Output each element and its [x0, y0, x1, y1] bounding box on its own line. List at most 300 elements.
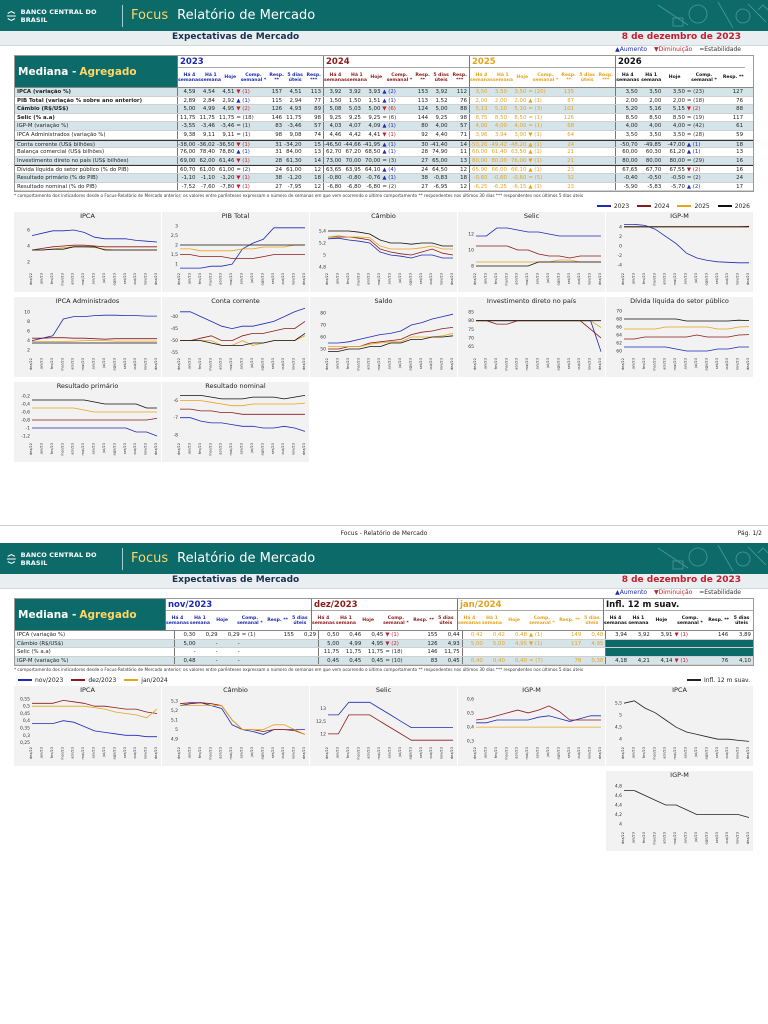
- legend-item: [18, 677, 63, 684]
- charts-legend: [0, 200, 768, 212]
- table-cell: 80,00: [622, 157, 638, 164]
- y-tick-label: 2: [27, 260, 30, 266]
- column-header: Resp. **: [708, 618, 730, 623]
- mini-chart: [458, 212, 605, 292]
- table-cell: ▼ (1): [385, 632, 399, 638]
- chart-title: Câmbio: [223, 686, 248, 695]
- x-tick-label: abr/23: [70, 358, 75, 370]
- table-cell: 9,11: [222, 131, 235, 138]
- column-header: Há 4 semanas: [616, 72, 640, 83]
- header-divider-2: [122, 548, 123, 570]
- table-cell: 61,40: [491, 149, 507, 156]
- x-tick-label: jun/23: [239, 443, 244, 455]
- table-cell: [576, 114, 595, 122]
- table-header-2: [15, 599, 753, 631]
- row-label: Dívida líquida do setor público (% do PIB): [17, 167, 129, 173]
- chart-title: Selic: [523, 212, 540, 221]
- table-cell: 63,95: [345, 167, 361, 173]
- row-label: Conta corrente (US$ bilhões): [17, 141, 95, 148]
- legend-infl: [687, 677, 750, 684]
- table-cell: 14: [314, 157, 322, 164]
- x-tick-label: jul/23: [693, 747, 698, 758]
- year-cells: [615, 114, 745, 122]
- year-cells: [615, 174, 745, 182]
- table-cell: -49,42: [489, 141, 507, 148]
- table-cell: 2,89: [183, 97, 196, 104]
- table-cell: 3,93: [368, 89, 381, 95]
- table-cell: ▲ (1): [382, 141, 396, 148]
- table-cell: ▼ (1): [236, 174, 250, 181]
- table-cell: -49,85: [643, 141, 662, 148]
- table-cell: ▼ (1): [236, 183, 250, 190]
- table-cell: -0,60: [473, 174, 488, 181]
- x-tick-label: dez/22: [177, 358, 181, 371]
- table-cell: 61,20: [669, 149, 685, 156]
- table-cell: ▼ (1): [236, 89, 250, 95]
- month-cells: [605, 640, 753, 648]
- y-tick-label: -50: [170, 339, 178, 345]
- table-cell: 78,40: [199, 149, 215, 156]
- y-tick-label: 8: [471, 264, 474, 270]
- year-cells: [615, 122, 745, 130]
- table-cell: 3,50: [649, 89, 662, 95]
- table-cell: 60,30: [645, 149, 662, 156]
- table-cell: 4,95: [222, 106, 235, 113]
- y-tick-label: 0,3: [22, 734, 30, 740]
- bcb-logo: [6, 8, 114, 24]
- x-tick-label: mai/23: [81, 273, 86, 286]
- column-header: 5 dias úteis: [433, 72, 449, 83]
- table-cell: 84,00: [286, 149, 302, 156]
- table-row: [15, 131, 753, 140]
- y-tick-label: 5: [175, 728, 178, 734]
- table-cell: 18: [314, 174, 322, 181]
- mini-chart: [14, 382, 161, 462]
- x-tick-label: mai/23: [229, 443, 234, 456]
- y-tick-label: -1: [25, 426, 30, 432]
- y-tick-label: 2: [27, 348, 30, 354]
- table-cell: [596, 97, 615, 105]
- table-cell: ▲ (1): [382, 97, 396, 104]
- table-cell: [242, 657, 274, 665]
- x-tick-label: nov/23: [735, 747, 740, 760]
- month-label: nov/2023: [166, 599, 311, 611]
- table-cell: 13: [460, 157, 468, 164]
- table-row: [15, 105, 753, 114]
- table-cell: 80,00: [491, 157, 507, 164]
- x-tick-label: nov/23: [143, 358, 148, 371]
- x-tick-label: abr/23: [514, 747, 519, 760]
- year-cells: [323, 122, 469, 130]
- year-cells: [323, 141, 469, 148]
- column-header: Comp. semanal *: [529, 615, 555, 626]
- table-cell: ▲ (4): [382, 167, 396, 173]
- y-tick-label: 0,5: [466, 711, 474, 717]
- x-tick-label: dez/23: [302, 443, 306, 456]
- series-line: [32, 419, 157, 421]
- column-header: Hoje: [370, 75, 383, 80]
- table-cell: ▼ (2): [686, 106, 701, 113]
- table-cell: 28: [275, 157, 283, 164]
- chart-title: Selic: [375, 686, 392, 695]
- month-cells: [462, 640, 606, 648]
- table-cell: 4,07: [348, 123, 361, 130]
- x-tick-label: jun/23: [387, 747, 392, 759]
- y-tick-label: -0,2: [21, 394, 30, 400]
- table-cell: 0,40: [470, 657, 483, 664]
- year-cells: [615, 157, 745, 165]
- table-cell: -36,50: [217, 141, 235, 148]
- column-header: Resp. ***: [452, 72, 467, 83]
- table-cell: -1,10: [181, 174, 196, 181]
- table-cell: -: [215, 657, 218, 664]
- table-cell: 67,55: [669, 167, 685, 173]
- column-header: Resp. **: [561, 72, 576, 83]
- table-cell: 113: [310, 89, 322, 95]
- mini-chart: [162, 686, 309, 766]
- mini-chart: [606, 297, 753, 377]
- x-tick-label: mar/23: [60, 747, 65, 761]
- table-cell: 21: [567, 149, 575, 156]
- table-cell: -47,00: [667, 141, 685, 148]
- chart-plot: [14, 390, 161, 462]
- x-tick-label: dez/22: [177, 273, 181, 286]
- column-header: Comp. semanal *: [677, 615, 703, 626]
- table-cell: 3,92: [329, 89, 342, 95]
- x-tick-label: set/23: [566, 358, 571, 370]
- table-cell: 98: [460, 114, 468, 121]
- table-cell: 77: [314, 97, 322, 104]
- chart-plot: [458, 694, 605, 766]
- month-cells: [174, 657, 318, 665]
- x-tick-label: mar/23: [652, 747, 657, 761]
- column-header: Há 4 semanas: [178, 72, 201, 83]
- x-tick-label: abr/23: [366, 358, 371, 370]
- table-row: [15, 631, 753, 640]
- table-cell: 60,00: [622, 149, 638, 156]
- table-row: [15, 148, 753, 157]
- y-tick-label: 75: [468, 327, 474, 333]
- y-tick-label: 4,4: [614, 803, 622, 809]
- chart-plot: [14, 220, 161, 292]
- x-tick-label: mar/23: [356, 273, 361, 287]
- table-cell: 74: [314, 131, 322, 138]
- report-title-2: Relatório de Mercado: [177, 551, 316, 566]
- table-cell: -6,15: [512, 183, 527, 190]
- row-label: IGP-M (variação %): [17, 123, 69, 130]
- year-cells: [323, 174, 469, 182]
- series-line: [180, 409, 305, 414]
- column-header: Resp. **: [559, 618, 581, 623]
- table-cell: ▲ (1): [528, 97, 542, 104]
- column-headers: [166, 611, 311, 630]
- table-cell: 9,11: [202, 131, 215, 138]
- mini-chart: [606, 771, 753, 851]
- table-cell: 4,99: [349, 640, 362, 647]
- x-tick-label: mar/23: [652, 832, 657, 846]
- x-tick-label: dez/22: [29, 443, 33, 456]
- table-cell: [561, 648, 583, 656]
- x-tick-label: jan/23: [39, 273, 44, 285]
- x-tick-label: nov/23: [291, 443, 296, 456]
- y-tick-label: 80: [320, 311, 326, 317]
- x-tick-label: fev/23: [49, 443, 54, 455]
- column-header: Há 4 semanas: [604, 615, 627, 626]
- y-tick-label: 85: [468, 310, 474, 316]
- legend-up-2: ▲Aumento: [615, 589, 648, 596]
- table-cell: -48,20: [509, 141, 527, 148]
- table-cell: 24: [736, 174, 744, 181]
- x-tick-label: jun/23: [239, 273, 244, 285]
- x-tick-label: mar/23: [356, 747, 361, 761]
- y-tick-label: 4: [619, 738, 622, 744]
- report-date: 8 de dezembro de 2023: [621, 32, 741, 42]
- table-cell: 9,25: [368, 114, 381, 121]
- table-cell: 62,00: [199, 157, 215, 164]
- x-tick-label: nov/23: [143, 747, 148, 760]
- y-tick-label: 6: [27, 329, 30, 335]
- column-header: Há 1 semana: [628, 615, 649, 626]
- x-tick-label: abr/23: [70, 273, 75, 285]
- table-cell: [576, 174, 595, 182]
- table-cell: 80,00: [472, 157, 488, 164]
- x-tick-label: jul/23: [693, 273, 698, 284]
- series-line: [180, 418, 305, 432]
- row-label: Investimento direto no país (US$ bilhões): [17, 157, 129, 164]
- column-headers: [178, 68, 323, 87]
- x-tick-label: jun/23: [535, 273, 540, 285]
- table-cell: = (1): [236, 123, 251, 130]
- table-cell: [274, 648, 296, 656]
- x-tick-label: abr/23: [218, 273, 223, 285]
- x-tick-label: set/23: [270, 443, 275, 455]
- series-line: [624, 319, 749, 321]
- table-cell: [583, 648, 605, 656]
- report-page-2: [0, 543, 768, 1024]
- x-tick-label: jul/23: [101, 747, 106, 758]
- year-cells: [469, 131, 615, 139]
- table-cell: 11,75: [199, 114, 215, 121]
- table-cell: 57: [314, 123, 322, 130]
- y-tick-label: -0,8: [21, 418, 30, 424]
- table-cell: 127: [732, 89, 744, 95]
- table-cell: 3,96: [475, 131, 488, 138]
- x-tick-label: jul/23: [101, 273, 106, 284]
- table-cell: 4,93: [289, 106, 302, 113]
- table-cell: 2,84: [202, 97, 215, 104]
- table-cell: 98: [275, 131, 283, 138]
- legend-swatch: [637, 205, 651, 207]
- x-tick-label: jan/23: [187, 273, 192, 285]
- series-line: [180, 401, 305, 406]
- charts-legend-2: [0, 674, 768, 686]
- table-cell: [596, 141, 615, 148]
- table-cell: 11,75: [444, 649, 460, 656]
- table-cell: ▲ (1): [528, 183, 542, 190]
- table-cell: -5,83: [647, 183, 662, 190]
- table-cell: 27: [421, 183, 429, 190]
- table-cell: -1,20: [287, 174, 302, 181]
- x-tick-label: jun/23: [387, 358, 392, 370]
- series-line: [328, 314, 453, 343]
- table-cell: 32: [567, 174, 575, 181]
- mini-chart: [162, 212, 309, 292]
- table-cell: 4,00: [672, 123, 685, 130]
- y-tick-label: 4,5: [614, 726, 622, 732]
- x-tick-label: ago/23: [408, 358, 413, 371]
- table-cell: [596, 166, 615, 173]
- column-header: Comp. semanal *: [386, 72, 413, 83]
- table-cell: 3,92: [435, 89, 448, 95]
- table-cell: = (28): [686, 131, 705, 138]
- table-cell: 0,42: [492, 632, 505, 638]
- chart-plot: [606, 220, 753, 292]
- column-header: 5 dias úteis: [733, 615, 750, 626]
- table-cell: -3,46: [220, 123, 235, 130]
- bcb-emblem-icon: [6, 553, 17, 565]
- chart-plot: [14, 694, 161, 766]
- y-tick-label: 4: [619, 823, 622, 829]
- table-cell: 11,75: [345, 649, 362, 656]
- x-tick-label: ago/23: [704, 358, 709, 371]
- table-cell: = (5): [528, 174, 543, 181]
- x-tick-label: set/23: [418, 747, 423, 759]
- x-tick-label: abr/23: [218, 747, 223, 760]
- x-tick-label: nov/23: [735, 273, 740, 286]
- table-cell: = (2): [686, 174, 701, 181]
- table-cell: -: [237, 640, 240, 647]
- y-tick-label: 66: [616, 325, 622, 331]
- x-tick-label: out/23: [577, 358, 582, 370]
- table-cell: = (18): [236, 114, 254, 121]
- table-cell: 4,21: [637, 657, 650, 664]
- x-tick-label: ago/23: [408, 747, 413, 760]
- chart-plot: [310, 694, 457, 766]
- table-cell: 60,00: [472, 149, 488, 156]
- table-cell: 31: [275, 141, 283, 148]
- month-cells: [462, 631, 606, 639]
- table-cell: 9,25: [435, 114, 448, 121]
- table-row: [15, 88, 753, 97]
- y-tick-label: 0,35: [19, 726, 30, 732]
- table-cell: 146: [271, 114, 283, 121]
- x-tick-label: jan/23: [335, 273, 340, 285]
- x-tick-label: nov/23: [587, 358, 592, 371]
- x-tick-label: fev/23: [641, 832, 646, 844]
- table-cell: [596, 114, 615, 122]
- table-cell: -36,02: [197, 141, 215, 148]
- x-tick-label: jun/23: [239, 358, 244, 370]
- table-cell: 80: [421, 123, 429, 130]
- y-tick-label: 2: [175, 243, 178, 249]
- series-line: [328, 236, 453, 249]
- table-cell: 71: [460, 131, 468, 138]
- month-cells: [605, 657, 753, 665]
- table-cell: 3,50: [649, 131, 662, 138]
- table-cell: 27: [421, 157, 429, 164]
- trend-legend: [0, 46, 768, 55]
- x-tick-label: abr/23: [366, 747, 371, 760]
- year-cells: [323, 97, 469, 105]
- table-cell: ▲ (1): [382, 123, 396, 130]
- x-tick-label: ago/23: [112, 358, 117, 371]
- table-cell: = (19): [686, 114, 705, 121]
- table-cell: [596, 105, 615, 113]
- x-tick-label: nov/23: [735, 832, 740, 845]
- x-tick-label: dez/22: [325, 358, 329, 371]
- x-tick-label: dez/23: [154, 273, 158, 286]
- table-cell: 61,00: [218, 167, 235, 173]
- column-header: Resp. **: [269, 72, 284, 83]
- x-tick-label: mar/23: [504, 358, 509, 372]
- x-tick-label: jun/23: [91, 358, 96, 370]
- x-tick-label: ago/23: [556, 747, 561, 760]
- table-cell: 112: [456, 89, 468, 95]
- year-cells: [469, 97, 615, 105]
- table-footnote: * comportamento dos indicadores desde o Focus-Relatório de Mercado anterior; os valores entre parênteses expressam o número de semanas em que vem ocorrendo o último comportamento ** respondentes nos últimos 30 dias *** respondentes nos últimos 5 dias úteis: [14, 193, 584, 199]
- x-tick-label: fev/23: [493, 273, 498, 285]
- trend-legend-2: [0, 589, 768, 598]
- y-tick-label: 12: [320, 732, 326, 738]
- table-cell: 5,20: [625, 106, 638, 113]
- year-cells: [177, 157, 323, 165]
- y-tick-label: 70: [616, 309, 622, 315]
- table-cell: -0,40: [623, 174, 638, 181]
- x-tick-label: mar/23: [208, 273, 213, 287]
- table-cell: -0,80: [346, 174, 361, 181]
- x-tick-label: fev/23: [641, 358, 646, 370]
- x-tick-label: dez/22: [473, 358, 477, 371]
- x-tick-label: abr/23: [662, 747, 667, 760]
- y-tick-label: 65: [468, 345, 474, 351]
- row-label: IPCA (variação %): [17, 89, 71, 95]
- table-cell: -6,25: [473, 183, 488, 190]
- table-cell: 5,13: [475, 106, 488, 113]
- column-header: Resp. **: [722, 75, 744, 80]
- series-line: [32, 341, 157, 342]
- row-label: IPCA (variação %): [17, 632, 66, 638]
- month-cells: [318, 640, 462, 648]
- table-cell: ▲ (1): [686, 149, 701, 156]
- column-header: Hoje: [508, 618, 520, 623]
- table-cell: -3,46: [200, 123, 215, 130]
- table-row: [15, 140, 753, 149]
- table-cell: 113: [417, 97, 429, 104]
- x-tick-label: jan/23: [631, 747, 636, 759]
- year-cells: [177, 114, 323, 122]
- table-cell: -: [193, 649, 196, 656]
- table-cell: 15: [314, 141, 322, 148]
- series-line: [476, 228, 601, 236]
- table-cell: 146: [717, 632, 729, 638]
- column-header: Há 4 semanas: [470, 72, 493, 83]
- column-header: Comp. semanal *: [532, 72, 559, 83]
- row-label: IPCA Administrados (variação %): [17, 131, 106, 138]
- x-tick-label: out/23: [429, 273, 434, 285]
- x-tick-label: dez/23: [746, 273, 750, 286]
- y-tick-label: 3: [175, 224, 178, 230]
- table-cell: 5,10: [494, 106, 507, 113]
- x-tick-label: jun/23: [683, 832, 688, 844]
- table-cell: [596, 122, 615, 130]
- chart-title: Resultado primário: [56, 382, 119, 391]
- chart-title: Resultado nominal: [205, 382, 266, 391]
- series-line: [476, 321, 601, 338]
- table-cell: -: [237, 649, 240, 656]
- year-cells: [469, 183, 615, 191]
- series-line: [476, 262, 601, 266]
- table-cell: -6,95: [433, 183, 448, 190]
